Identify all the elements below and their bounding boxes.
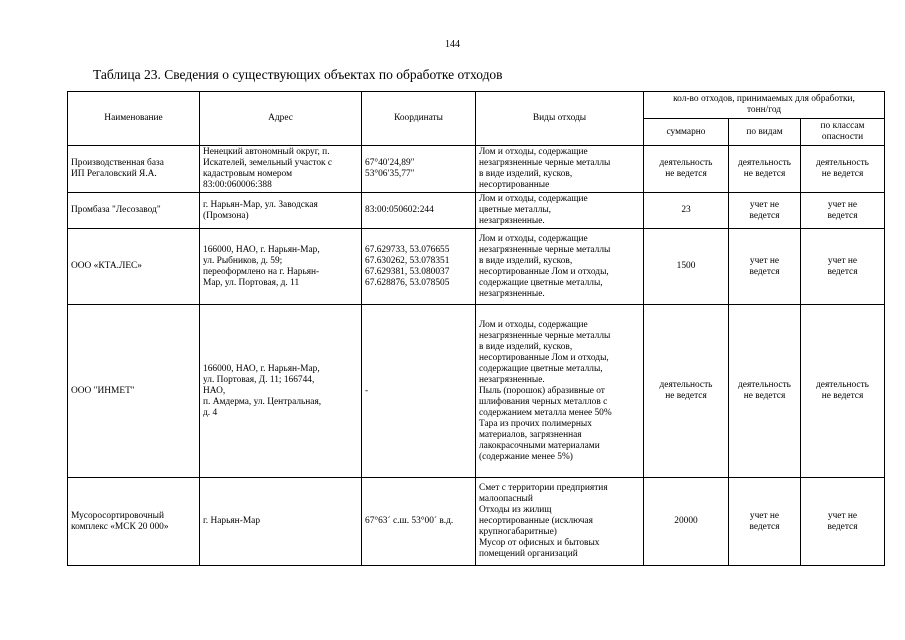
header-name: Наименование (68, 92, 200, 146)
page-number: 144 (445, 39, 460, 50)
cell-coordinates: - (362, 305, 476, 478)
cell-name: Промбаза "Лесозавод" (68, 193, 200, 229)
header-amount-group: кол-во отходов, принимаемых для обработки, тонн/год (644, 92, 885, 119)
header-coordinates: Координаты (362, 92, 476, 146)
cell-by-hazard: учет не ведется (801, 193, 885, 229)
cell-by-hazard: деятельность не ведется (801, 146, 885, 193)
cell-name: ООО "ИНМЕТ" (68, 305, 200, 478)
cell-address: Ненецкий автономный округ, п. Искателей, земельный участок с кадастровым номером 83:00:060006:388 (200, 146, 362, 193)
header-waste-types: Виды отходы (476, 92, 644, 146)
table-row (68, 193, 885, 229)
cell-name: ООО «КТА.ЛЕС» (68, 229, 200, 305)
header-total: суммарно (644, 119, 729, 146)
cell-total: 23 (644, 193, 729, 229)
cell-total: 1500 (644, 229, 729, 305)
cell-by-type: учет не ведется (729, 229, 801, 305)
cell-coordinates: 67°40′24,89″ 53°06′35,77″ (362, 146, 476, 193)
cell-address: г. Нарьян-Мар (200, 478, 362, 566)
cell-by-type: деятельность не ведется (729, 305, 801, 478)
cell-address: 166000, НАО, г. Нарьян-Мар, ул. Рыбников, д. 59; переоформлено на г. Нарьян- Мар, ул. Портовая, д. 11 (200, 229, 362, 305)
cell-by-type: учет не ведется (729, 193, 801, 229)
cell-by-hazard: учет не ведется (801, 229, 885, 305)
waste-facilities-table (67, 91, 885, 566)
cell-waste-types: Лом и отходы, содержащие цветные металлы, незагрязненные. (476, 193, 644, 229)
cell-total: деятельность не ведется (644, 146, 729, 193)
table-title: Таблица 23. Сведения о существующих объектах по обработке отходов (93, 67, 503, 82)
cell-waste-types: Лом и отходы, содержащие незагрязненные черные металлы в виде изделий, кусков, несортированные Лом и отходы, содержащие цветные металлы, незагрязненные. Пыль (порошок) абразивные от шлифования черных металлов с содержанием металла менее 50% Тара из прочих полимерных материалов, загрязненная лакокрасочными материалами (содержание менее 5%) (476, 305, 644, 478)
cell-total: деятельность не ведется (644, 305, 729, 478)
header-by-type: по видам (729, 119, 801, 146)
header-by-hazard: по классам опасности (801, 119, 885, 146)
cell-by-hazard: учет не ведется (801, 478, 885, 566)
cell-by-type: учет не ведется (729, 478, 801, 566)
cell-coordinates: 67.629733, 53.076655 67.630262, 53.078351 67.629381, 53.080037 67.628876, 53.078505 (362, 229, 476, 305)
cell-name: Мусоросортировочный комплекс «МСК 20 000» (68, 478, 200, 566)
cell-name: Производственная база ИП Регаловский Я.А. (68, 146, 200, 193)
table-row (68, 478, 885, 566)
cell-coordinates: 83:00:050602:244 (362, 193, 476, 229)
cell-by-type: деятельность не ведется (729, 146, 801, 193)
cell-address: г. Нарьян-Мар, ул. Заводская (Промзона) (200, 193, 362, 229)
cell-waste-types: Лом и отходы, содержащие незагрязненные черные металлы в виде изделий, кусков, несортированные (476, 146, 644, 193)
cell-by-hazard: деятельность не ведется (801, 305, 885, 478)
table-row (68, 229, 885, 305)
cell-coordinates: 67°63´ с.ш. 53°00´ в.д. (362, 478, 476, 566)
cell-waste-types: Смет с территории предприятия малоопасный Отходы из жилищ несортированные (исключая крупногабаритные) Мусор от офисных и бытовых помещений организаций (476, 478, 644, 566)
cell-waste-types: Лом и отходы, содержащие незагрязненные черные металлы в виде изделий, кусков, несортированные Лом и отходы, содержащие цветные металлы, незагрязненные. (476, 229, 644, 305)
cell-total: 20000 (644, 478, 729, 566)
table-row (68, 146, 885, 193)
header-address: Адрес (200, 92, 362, 146)
table-row (68, 305, 885, 478)
cell-address: 166000, НАО, г. Нарьян-Мар, ул. Портовая, Д. 11; 166744, НАО, п. Амдерма, ул. Центральная, д. 4 (200, 305, 362, 478)
